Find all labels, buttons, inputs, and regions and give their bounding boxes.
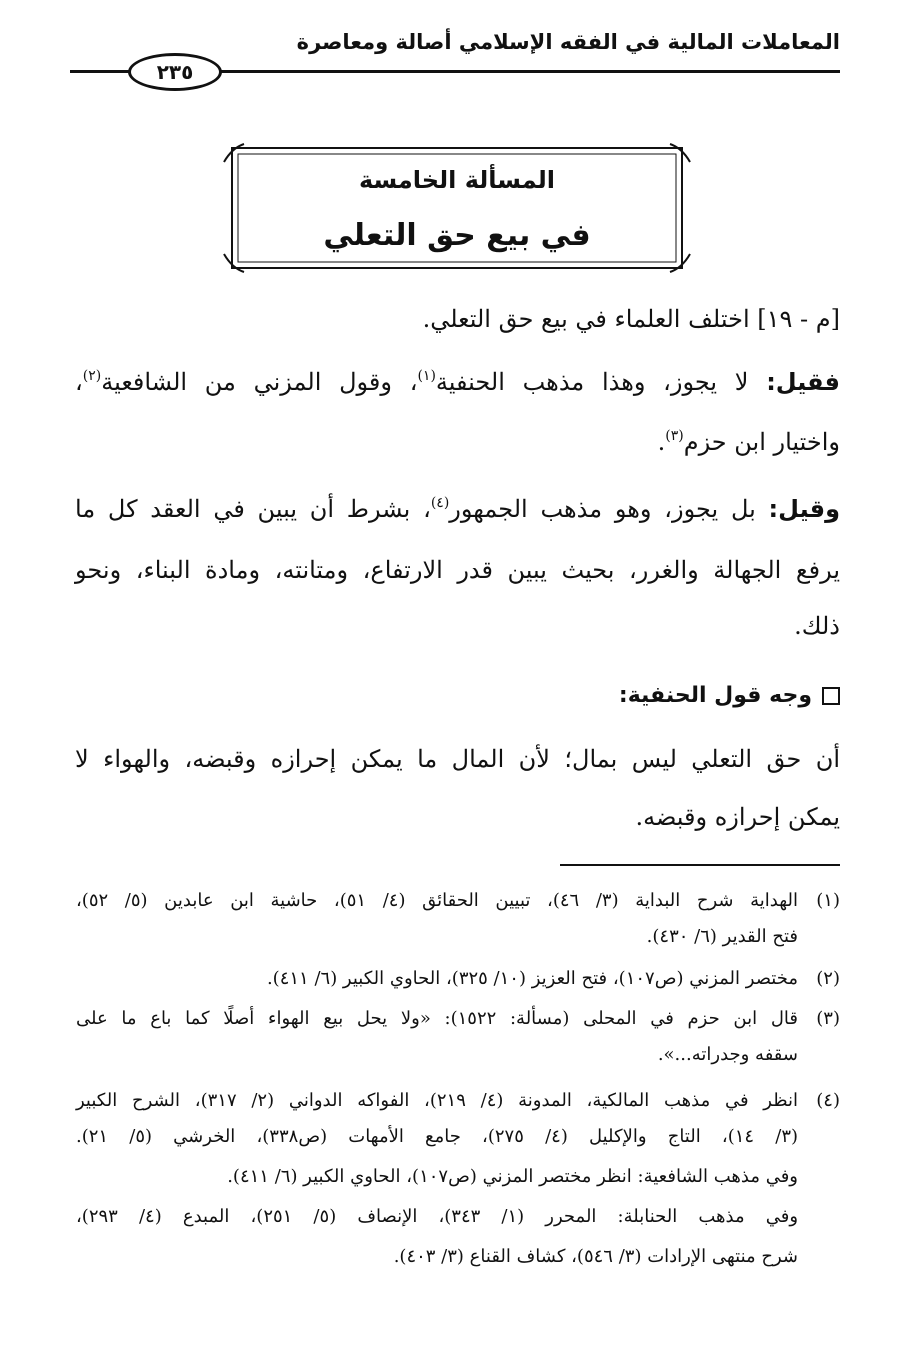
subheading-text: وجه قول الحنفية: [618, 683, 812, 708]
footnote-2: مختصر المزني (ص١٠٧)، فتح العزيز (١٠/ ٣٢٥)، الحاوي الكبير (٦/ ٤١١). [266, 968, 798, 989]
footnote-3: قال ابن حزم في المحلى (مسألة: ١٥٢٢): «ولا يحل بيع الهواء أصلًا كما باع ما على [76, 1008, 798, 1029]
paragraph-first-opinion-line2 [75, 428, 840, 456]
footnote-number: (١) [816, 890, 840, 911]
paragraph-second-opinion-line3: ذلك. [794, 612, 840, 640]
title-box [222, 142, 692, 274]
text-span: ، بشرط أن يبين في العقد كل ما [75, 495, 431, 523]
page-number: ٢٣٥ [128, 53, 222, 91]
footnote-number: (٣) [816, 1008, 840, 1029]
footnote-ref: (١) [417, 368, 436, 384]
text-span: لا يجوز، وهذا مذهب الحنفية [435, 368, 767, 396]
footnote-number: (٤) [816, 1090, 840, 1111]
footnote-number: (٢) [816, 968, 840, 989]
footnote-3-line2: سقفه وجدراته...». [657, 1044, 798, 1065]
paragraph-intro: [م - ١٩] اختلف العلماء في بيع حق التعلي. [422, 305, 840, 333]
footnote-4-line4: وفي مذهب الحنابلة: المحرر (١/ ٣٤٣)، الإنصاف (٥/ ٢٥١)، المبدع (٤/ ٢٩٣)، [76, 1206, 799, 1227]
footnote-ref: (٤) [430, 495, 450, 511]
footnote-separator [560, 864, 840, 866]
footnote-4-line3: وفي مذهب الشافعية: انظر مختصر المزني (ص١٠٧)، الحاوي الكبير (٦/ ٤١١). [227, 1166, 798, 1187]
footnote-4-line5: شرح منتهى الإرادات (٣/ ٥٤٦)، كشاف القناع (٣/ ٤٠٣). [393, 1246, 798, 1267]
footnote-ref: (٣) [665, 428, 684, 444]
text-span: . [657, 428, 666, 456]
text-span: واختيار ابن حزم [683, 428, 840, 456]
text-span: ، [75, 368, 83, 396]
paragraph-second-opinion-line2: يرفع الجهالة والغرر، بحيث يبين قدر الارتفاع، ومتانته، ومادة البناء، ونحو [75, 556, 840, 584]
paragraph-reason: أن حق التعلي ليس بمال؛ لأن المال ما يمكن إحرازه وقبضه، والهواء لا [75, 745, 840, 773]
paragraph-second-opinion [75, 495, 840, 523]
section-subtitle: في بيع حق التعلي [323, 218, 591, 253]
opinion-lead: وقيل: [768, 495, 840, 523]
text-span: بل يجوز، وهو مذهب الجمهور [449, 495, 769, 523]
footnote-1-line2: فتح القدير (٦/ ٤٣٠). [646, 926, 798, 947]
footnote-1: الهداية شرح البداية (٣/ ٤٦)، تبيين الحقائق (٤/ ٥١)، حاشية ابن عابدين (٥/ ٥٢)، [76, 890, 798, 911]
footnote-4: انظر في مذهب المالكية، المدونة (٤/ ٢١٩)، الفواكه الدواني (٢/ ٣١٧)، الشرح الكبير [76, 1090, 798, 1111]
paragraph-first-opinion [75, 368, 840, 396]
opinion-lead: فقيل: [766, 368, 840, 396]
footnote-ref: (٢) [82, 368, 102, 384]
subheading-hanafi [619, 683, 840, 708]
text-span: ، وقول المزني من الشافعية [101, 368, 418, 396]
paragraph-reason-line2: يمكن إحرازه وقبضه. [635, 803, 840, 831]
title-frame-ornament [222, 142, 692, 274]
footnote-4-line2: (٣/ ١٤)، التاج والإكليل (٤/ ٢٧٥)، جامع الأمهات (ص٣٣٨)، الخرشي (٥/ ٢١). [76, 1126, 799, 1147]
running-title: المعاملات المالية في الفقه الإسلامي أصالة ومعاصرة [296, 30, 840, 54]
section-title: المسألة الخامسة [358, 166, 556, 194]
square-bullet-icon [822, 687, 840, 705]
